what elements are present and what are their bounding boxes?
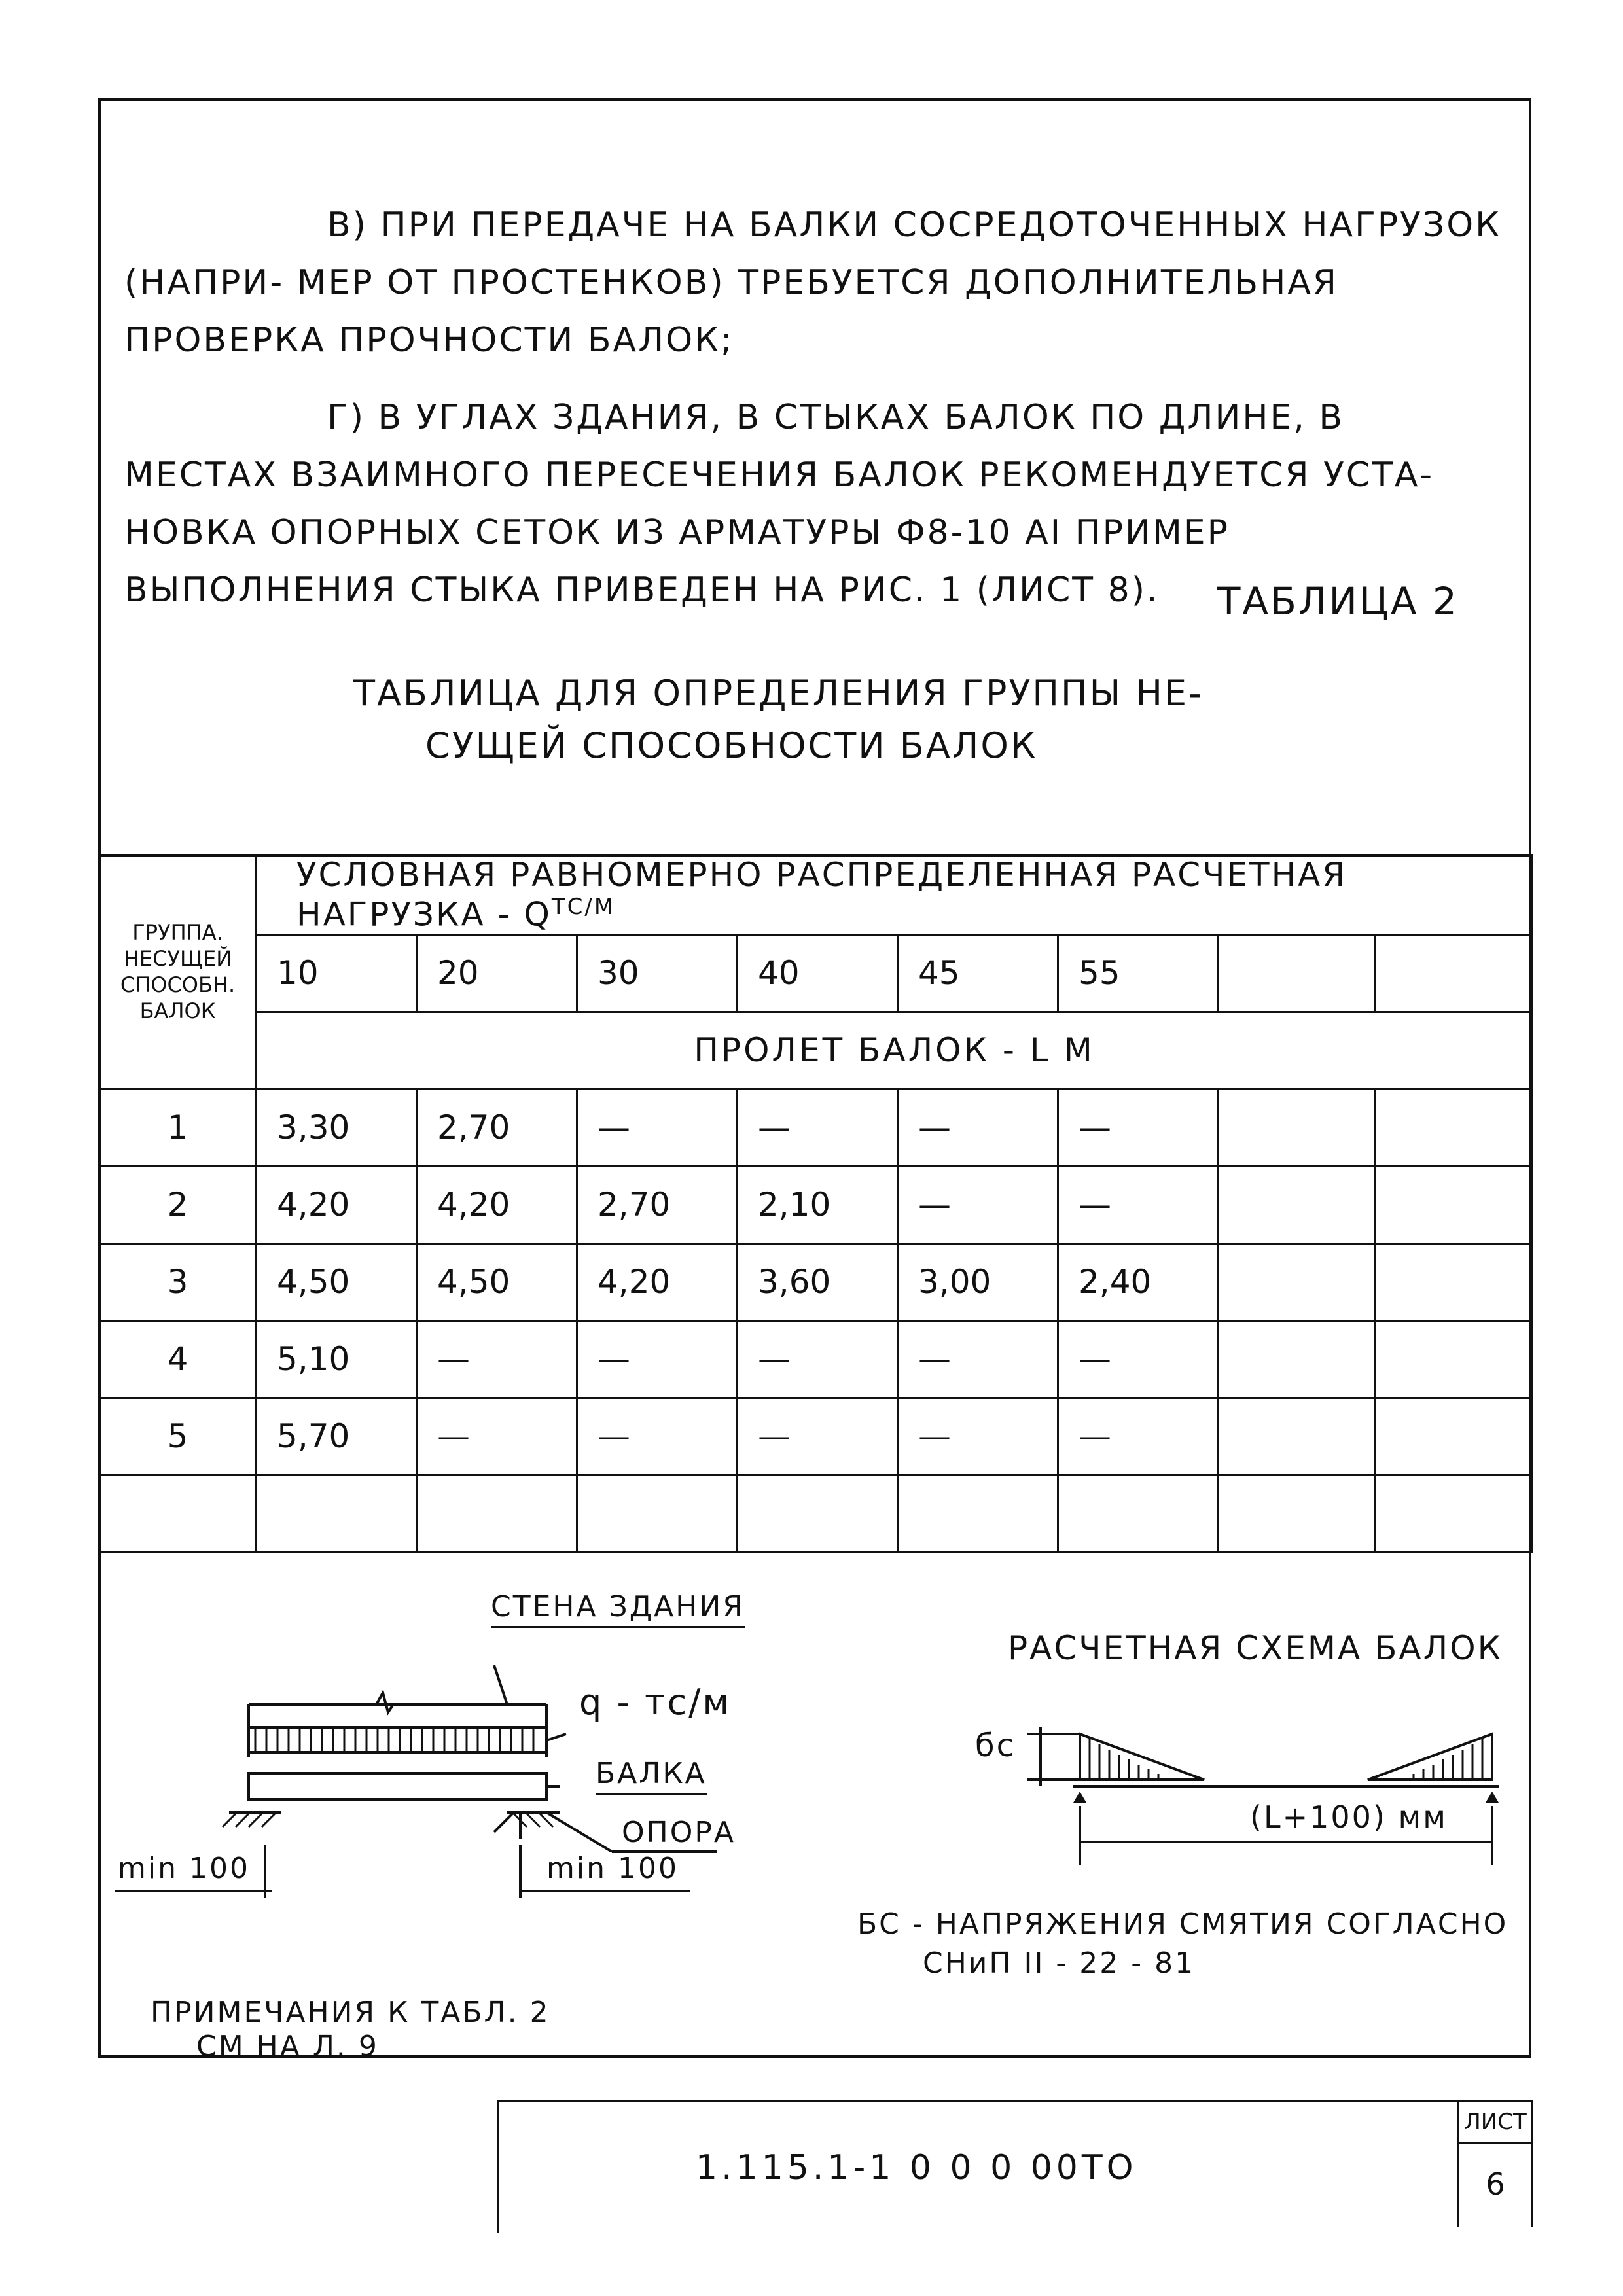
table-row xyxy=(99,1398,1533,1475)
span-cell: — xyxy=(1058,1320,1219,1398)
span-cell: 5,70 xyxy=(257,1398,417,1475)
span-cell: 2,70 xyxy=(417,1089,577,1166)
sheet-number: 6 xyxy=(1486,2166,1505,2202)
span-cell: 4,50 xyxy=(257,1243,417,1320)
span-cell: — xyxy=(738,1089,898,1166)
load-cell: 20 xyxy=(417,934,577,1012)
span-cell xyxy=(1219,1089,1376,1166)
beam-label: БАЛКА xyxy=(596,1757,707,1795)
span-label: (L+100) мм xyxy=(1250,1799,1448,1835)
load-capacity-table xyxy=(98,854,1533,1553)
table-title-line1: ТАБЛИЦА ДЛЯ ОПРЕДЕЛЕНИЯ ГРУППЫ НЕ- xyxy=(353,673,1204,714)
sheet-label: ЛИСТ xyxy=(1459,2102,1531,2144)
notes-line2: СМ НА Л. 9 xyxy=(196,2030,379,2063)
span-cell: 4,20 xyxy=(577,1243,738,1320)
body-text xyxy=(124,196,1505,639)
stress-symbol: бс xyxy=(975,1727,1016,1764)
load-cell: 30 xyxy=(577,934,738,1012)
span-cell: — xyxy=(577,1398,738,1475)
span-cell: 2,10 xyxy=(738,1166,898,1243)
span-cell: 3,00 xyxy=(898,1243,1058,1320)
span-cell xyxy=(1219,1398,1376,1475)
group-cell: 2 xyxy=(99,1166,257,1243)
document-code: 1.115.1-1 0 0 0 00ТО xyxy=(696,2148,1137,2187)
min-dimension-left: min 100 xyxy=(118,1852,250,1885)
table-title xyxy=(353,667,1204,772)
group-cell xyxy=(99,1475,257,1552)
table-row xyxy=(99,1166,1533,1243)
calculation-scheme-diagram xyxy=(844,1629,1503,1904)
span-cell: 2,70 xyxy=(577,1166,738,1243)
stress-legend-line2: СНиП II - 22 - 81 xyxy=(923,1947,1196,1980)
title-block xyxy=(497,2100,1533,2233)
span-cell xyxy=(1219,1243,1376,1320)
span-cell xyxy=(1376,1243,1533,1320)
group-cell: 4 xyxy=(99,1320,257,1398)
group-cell: 3 xyxy=(99,1243,257,1320)
load-cell: 55 xyxy=(1058,934,1219,1012)
span-cell: 3,30 xyxy=(257,1089,417,1166)
span-cell: 4,50 xyxy=(417,1243,577,1320)
load-caption: УСЛОВНАЯ РАВНОМЕРНО РАСПРЕДЕЛЕННАЯ РАСЧЕТНАЯ НАГРУЗКА - $Q^{ТС/М}$ xyxy=(257,855,1533,935)
span-cell: 5,10 xyxy=(257,1320,417,1398)
scheme-title: РАСЧЕТНАЯ СХЕМА БАЛОК xyxy=(1008,1629,1503,1667)
span-cell xyxy=(1219,1166,1376,1243)
span-cell xyxy=(1058,1475,1219,1552)
span-cell xyxy=(257,1475,417,1552)
table-notes xyxy=(151,1996,550,2064)
table-row xyxy=(99,1089,1533,1166)
notes-line1: ПРИМЕЧАНИЯ К ТАБЛ. 2 xyxy=(151,1996,550,2029)
group-cell: 1 xyxy=(99,1089,257,1166)
loads-row xyxy=(99,934,1533,1012)
span-cell: — xyxy=(417,1398,577,1475)
span-cell xyxy=(1376,1398,1533,1475)
span-cell xyxy=(1219,1475,1376,1552)
table-title-line2: СУЩЕЙ СПОСОБНОСТИ БАЛОК xyxy=(425,725,1038,766)
span-cell: — xyxy=(898,1320,1058,1398)
table-row xyxy=(99,1475,1533,1552)
span-cell xyxy=(738,1475,898,1552)
span-cell: — xyxy=(577,1320,738,1398)
table-row xyxy=(99,1320,1533,1398)
load-cell: 45 xyxy=(898,934,1058,1012)
span-cell: — xyxy=(738,1398,898,1475)
span-cell: — xyxy=(1058,1398,1219,1475)
min-dimension-right: min 100 xyxy=(546,1852,679,1885)
load-cell: 10 xyxy=(257,934,417,1012)
table-row xyxy=(99,1243,1533,1320)
load-label: q - тс/м xyxy=(579,1682,732,1723)
wall-beam-diagram xyxy=(115,1583,795,1911)
stress-legend-line1: БС - НАПРЯЖЕНИЯ СМЯТИЯ СОГЛАСНО xyxy=(857,1907,1508,1941)
load-unit: ТС/М xyxy=(551,894,616,920)
span-cell xyxy=(1376,1089,1533,1166)
span-cell: — xyxy=(898,1089,1058,1166)
span-cell: — xyxy=(1058,1166,1219,1243)
span-cell xyxy=(417,1475,577,1552)
sheet-box xyxy=(1457,2102,1533,2227)
table-number: ТАБЛИЦА 2 xyxy=(1217,579,1459,624)
span-cell xyxy=(1376,1320,1533,1398)
group-cell: 5 xyxy=(99,1398,257,1475)
span-cell: — xyxy=(1058,1089,1219,1166)
support-label: ОПОРА xyxy=(622,1816,736,1849)
span-cell xyxy=(1376,1475,1533,1552)
span-cell: — xyxy=(577,1089,738,1166)
span-cell: 3,60 xyxy=(738,1243,898,1320)
load-cell xyxy=(1219,934,1376,1012)
span-cell: — xyxy=(738,1320,898,1398)
span-cell xyxy=(577,1475,738,1552)
span-cell: — xyxy=(898,1398,1058,1475)
span-caption: ПРОЛЕТ БАЛОК - L М xyxy=(257,1012,1533,1089)
wall-label: СТЕНА ЗДАНИЯ xyxy=(491,1590,745,1628)
span-cell: 2,40 xyxy=(1058,1243,1219,1320)
paragraph-g: Г) В УГЛАХ ЗДАНИЯ, В СТЫКАХ БАЛОК ПО ДЛИНЕ, В МЕСТАХ ВЗАИМНОГО ПЕРЕСЕЧЕНИЯ БАЛОК РЕКОМЕНДУЕТСЯ УСТА- НОВКА ОПОРНЫХ СЕТОК ИЗ АРМАТУРЫ Ф8-10 АI ПРИМЕР ВЫПОЛНЕНИЯ СТЫКА ПРИВЕДЕН НА РИС. 1 (ЛИСТ 8). xyxy=(124,398,1435,610)
span-cell: — xyxy=(417,1320,577,1398)
span-cell xyxy=(1376,1166,1533,1243)
paragraph-v: В) ПРИ ПЕРЕДАЧЕ НА БАЛКИ СОСРЕДОТОЧЕННЫХ НАГРУЗОК (НАПРИ- МЕР ОТ ПРОСТЕНКОВ) ТРЕБУЕТСЯ ДОПОЛНИТЕЛЬНАЯ ПРОВЕРКА ПРОЧНОСТИ БАЛОК; xyxy=(124,205,1502,360)
span-cell: 4,20 xyxy=(417,1166,577,1243)
group-header: ГРУППА. НЕСУЩЕЙ СПОСОБН. БАЛОК xyxy=(99,855,257,1089)
span-cell xyxy=(1219,1320,1376,1398)
span-cell xyxy=(898,1475,1058,1552)
span-cell: 4,20 xyxy=(257,1166,417,1243)
load-cell: 40 xyxy=(738,934,898,1012)
load-cell xyxy=(1376,934,1533,1012)
span-cell: — xyxy=(898,1166,1058,1243)
